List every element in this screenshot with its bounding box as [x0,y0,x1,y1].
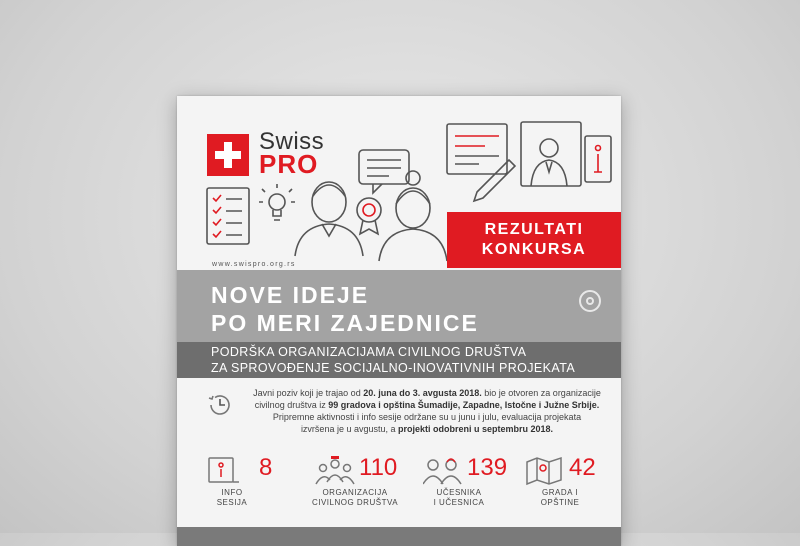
stat-number: 110 [359,454,398,481]
body-approval: projekti odobreni u septembru 2018. [398,424,554,434]
body-text-segment: Javni poziv koji je trajao od [253,388,364,398]
stat-label-line: SESIJA [216,498,248,507]
stat-label-line: CIVILNOG DRUŠTVA [311,498,399,507]
poster [177,96,621,546]
website-url: www.swispro.org.rs [212,261,296,268]
stat-label-line: OPŠTINE [540,498,580,507]
stat-number: 8 [259,454,273,481]
badge-line-2: KONKURSA [481,241,587,258]
logo-word-swiss: Swiss [259,128,325,155]
subtitle-line-1: PODRŠKA ORGANIZACIJAMA CIVILNOG DRUŠTVA [211,345,527,359]
body-line-4 [247,423,607,435]
body-text-segment: izvršena je u avgustu, a [300,424,398,434]
body-text-segment: civilnog društva iz [254,400,329,410]
logo-word-pro: PRO [259,149,319,179]
award-icon [357,198,381,234]
stat-number: 139 [467,454,508,481]
stat-label [311,488,399,508]
subtitle-band [177,342,621,378]
clock-icon [207,392,233,418]
title-line-2: PO MERI ZAJEDNICE [211,310,479,336]
stat-label [419,488,499,508]
info-board-icon [207,456,255,486]
body-date-range: 20. juna do 3. avgusta 2018. [363,388,482,398]
title-band [177,270,621,342]
document-pencil-icon [447,124,515,201]
target-icon [579,290,601,312]
stat-label-line: ORGANIZACIJA [322,488,388,497]
checklist-icon [207,188,249,244]
map-pin-icon [525,456,565,486]
swiss-cross-logo-icon [207,134,249,176]
stat-label-line: INFO [221,488,243,497]
stat-number: 42 [569,454,596,481]
badge-line-1: REZULTATI [484,221,584,238]
title-line-1: NOVE IDEJE [211,282,370,308]
body-line-1 [247,387,607,399]
participants-icon [423,456,463,486]
body-regions: 99 gradova i opština Šumadije, Zapadne, Istočne i Južne Srbije. [328,400,600,410]
announcement-text [247,387,607,435]
stat-label [207,488,257,508]
speech-bubble-icon [359,150,409,193]
bottom-bar [177,527,621,546]
group-icon [315,456,355,486]
body-text-segment: bio je otvoren za organizacije [481,388,601,398]
stat-label-line: I UČESNICA [433,498,485,507]
body-line-3: Pripremne aktivnosti i info sesije održane su u junu i julu, evaluacija projekata [272,412,582,422]
body-line-2 [247,399,607,411]
presenter-board-icon [521,122,581,186]
stat-label-line: UČESNIKA [436,488,482,497]
lightbulb-icon [259,184,295,220]
subtitle-line-2: ZA SPROVOĐENJE SOCIJALNO-INOVATIVNIH PROJEKATA [211,361,576,375]
stat-label [525,488,595,508]
man-figure-icon [295,182,363,256]
results-badge [447,212,621,268]
stat-label-line: GRADA I [542,488,578,497]
info-sign-icon [585,136,611,182]
